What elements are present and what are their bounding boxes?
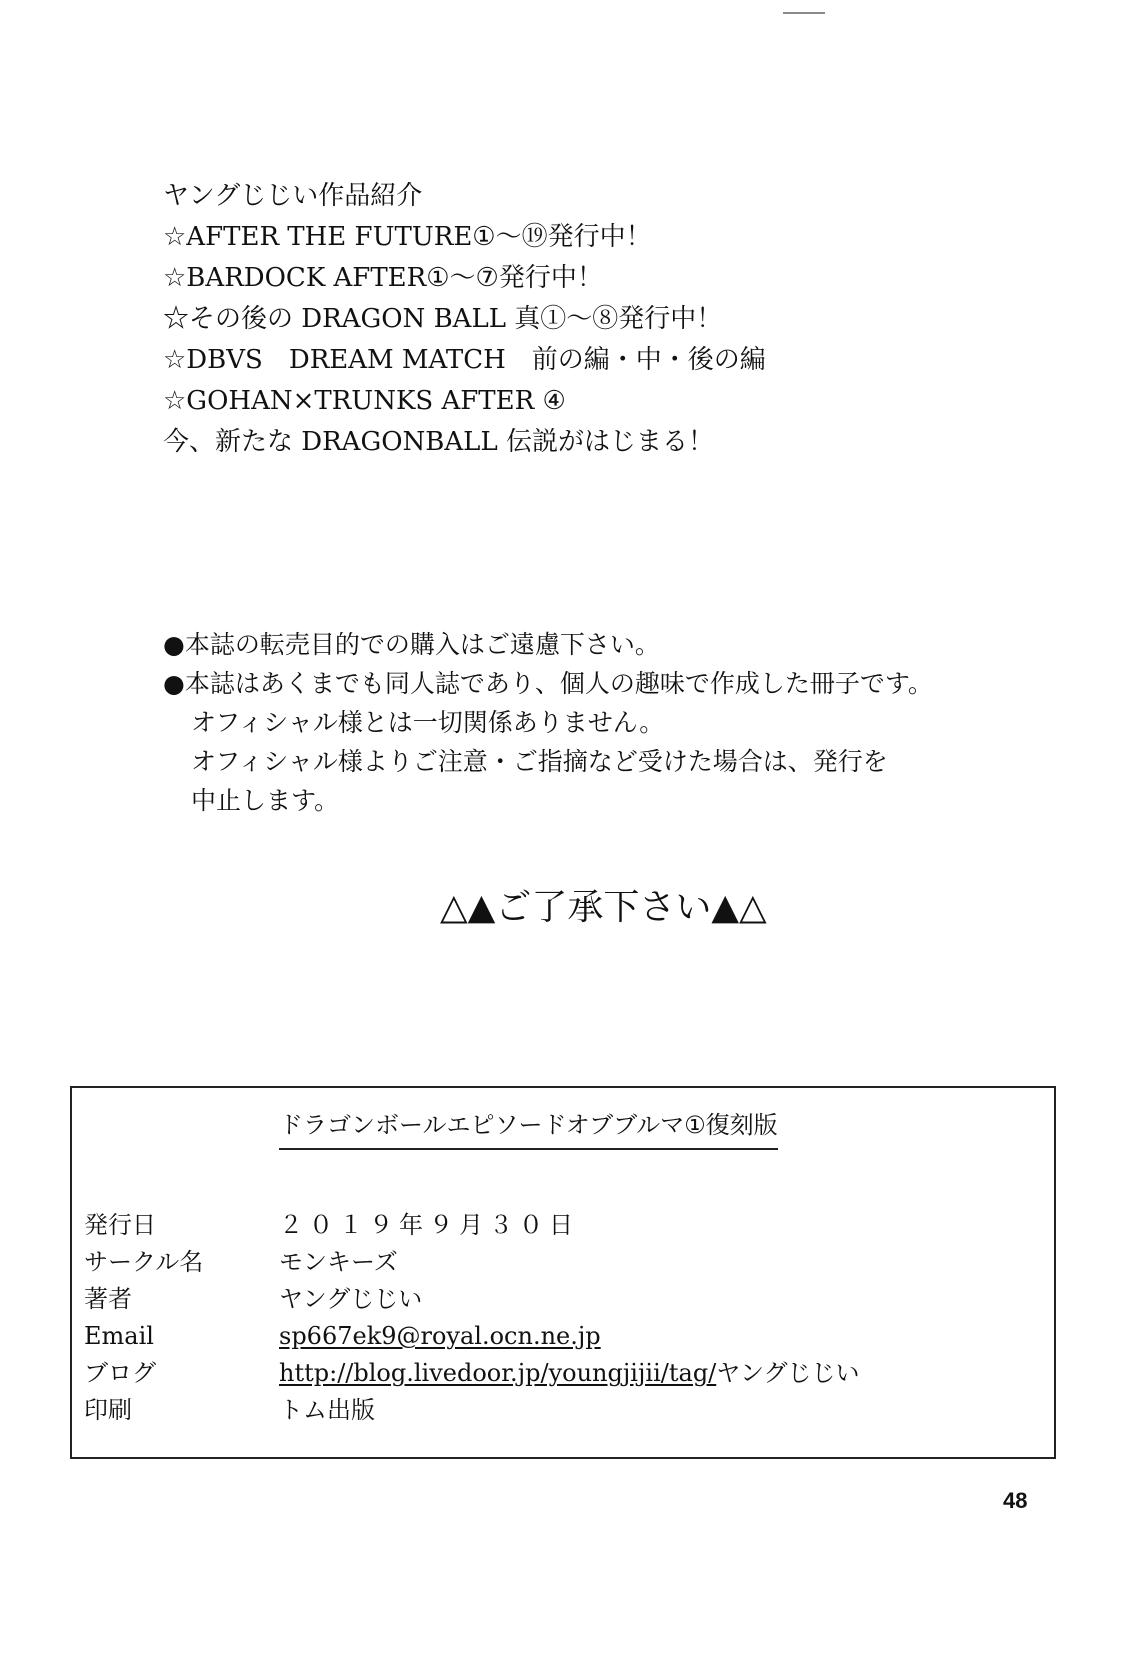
publish-date: ２０１９年９月３０日 — [279, 1211, 579, 1239]
scan-mark — [783, 12, 825, 14]
email-link[interactable]: sp667ek9@royal.ocn.ne.jp — [279, 1322, 601, 1350]
notice-warning: オフィシャル様よりご注意・ご指摘など受けた場合は、発行を — [191, 747, 888, 776]
info-label: Email — [84, 1322, 154, 1350]
notice-resale: ●本誌の転売目的での購入はご遠慮下さい。 — [163, 630, 660, 659]
circle-name: モンキーズ — [279, 1248, 398, 1276]
works-tagline: 今、新たな DRAGONBALL 伝説がはじまる！ — [163, 427, 714, 457]
notice-warning-cont: 中止します。 — [191, 786, 340, 815]
author-name: ヤングじじい — [279, 1285, 423, 1313]
notice-unofficial: オフィシャル様とは一切関係ありません。 — [191, 708, 665, 737]
book-title: ドラゴンボールエピソードオブブルマ①復刻版 — [279, 1108, 778, 1150]
notice-doujinshi: ●本誌はあくまでも同人誌であり、個人の趣味で作成した冊子です。 — [163, 669, 933, 698]
blog-value — [279, 1355, 860, 1392]
info-label: 印刷 — [84, 1396, 132, 1424]
info-label: 著者 — [84, 1285, 132, 1313]
printer-name: トム出版 — [279, 1396, 375, 1424]
works-item: ☆DBVS DREAM MATCH 前の編・中・後の編 — [163, 345, 766, 375]
acknowledge-text: △▲ご了承下さい▲△ — [440, 887, 767, 928]
info-label: 発行日 — [84, 1211, 156, 1239]
works-item: ☆その後の DRAGON BALL 真①～⑧発行中！ — [163, 304, 723, 334]
works-item: ☆AFTER THE FUTURE①～⑲発行中！ — [163, 222, 652, 252]
works-item: ☆GOHAN×TRUNKS AFTER ④ — [163, 386, 566, 416]
notices — [163, 625, 1023, 820]
page-number: 48 — [1003, 1488, 1028, 1513]
info-label: ブログ — [84, 1359, 156, 1387]
info-label: サークル名 — [84, 1248, 204, 1276]
blog-link[interactable]: http://blog.livedoor.jp/youngjijii/tag/ — [279, 1359, 717, 1387]
works-item: ☆BARDOCK AFTER①～⑦発行中！ — [163, 263, 603, 293]
colophon-box — [70, 1086, 1056, 1459]
blog-link-suffix: ヤングじじい — [716, 1359, 860, 1387]
works-list — [163, 176, 923, 463]
works-heading: ヤングじじい作品紹介 — [163, 181, 423, 211]
